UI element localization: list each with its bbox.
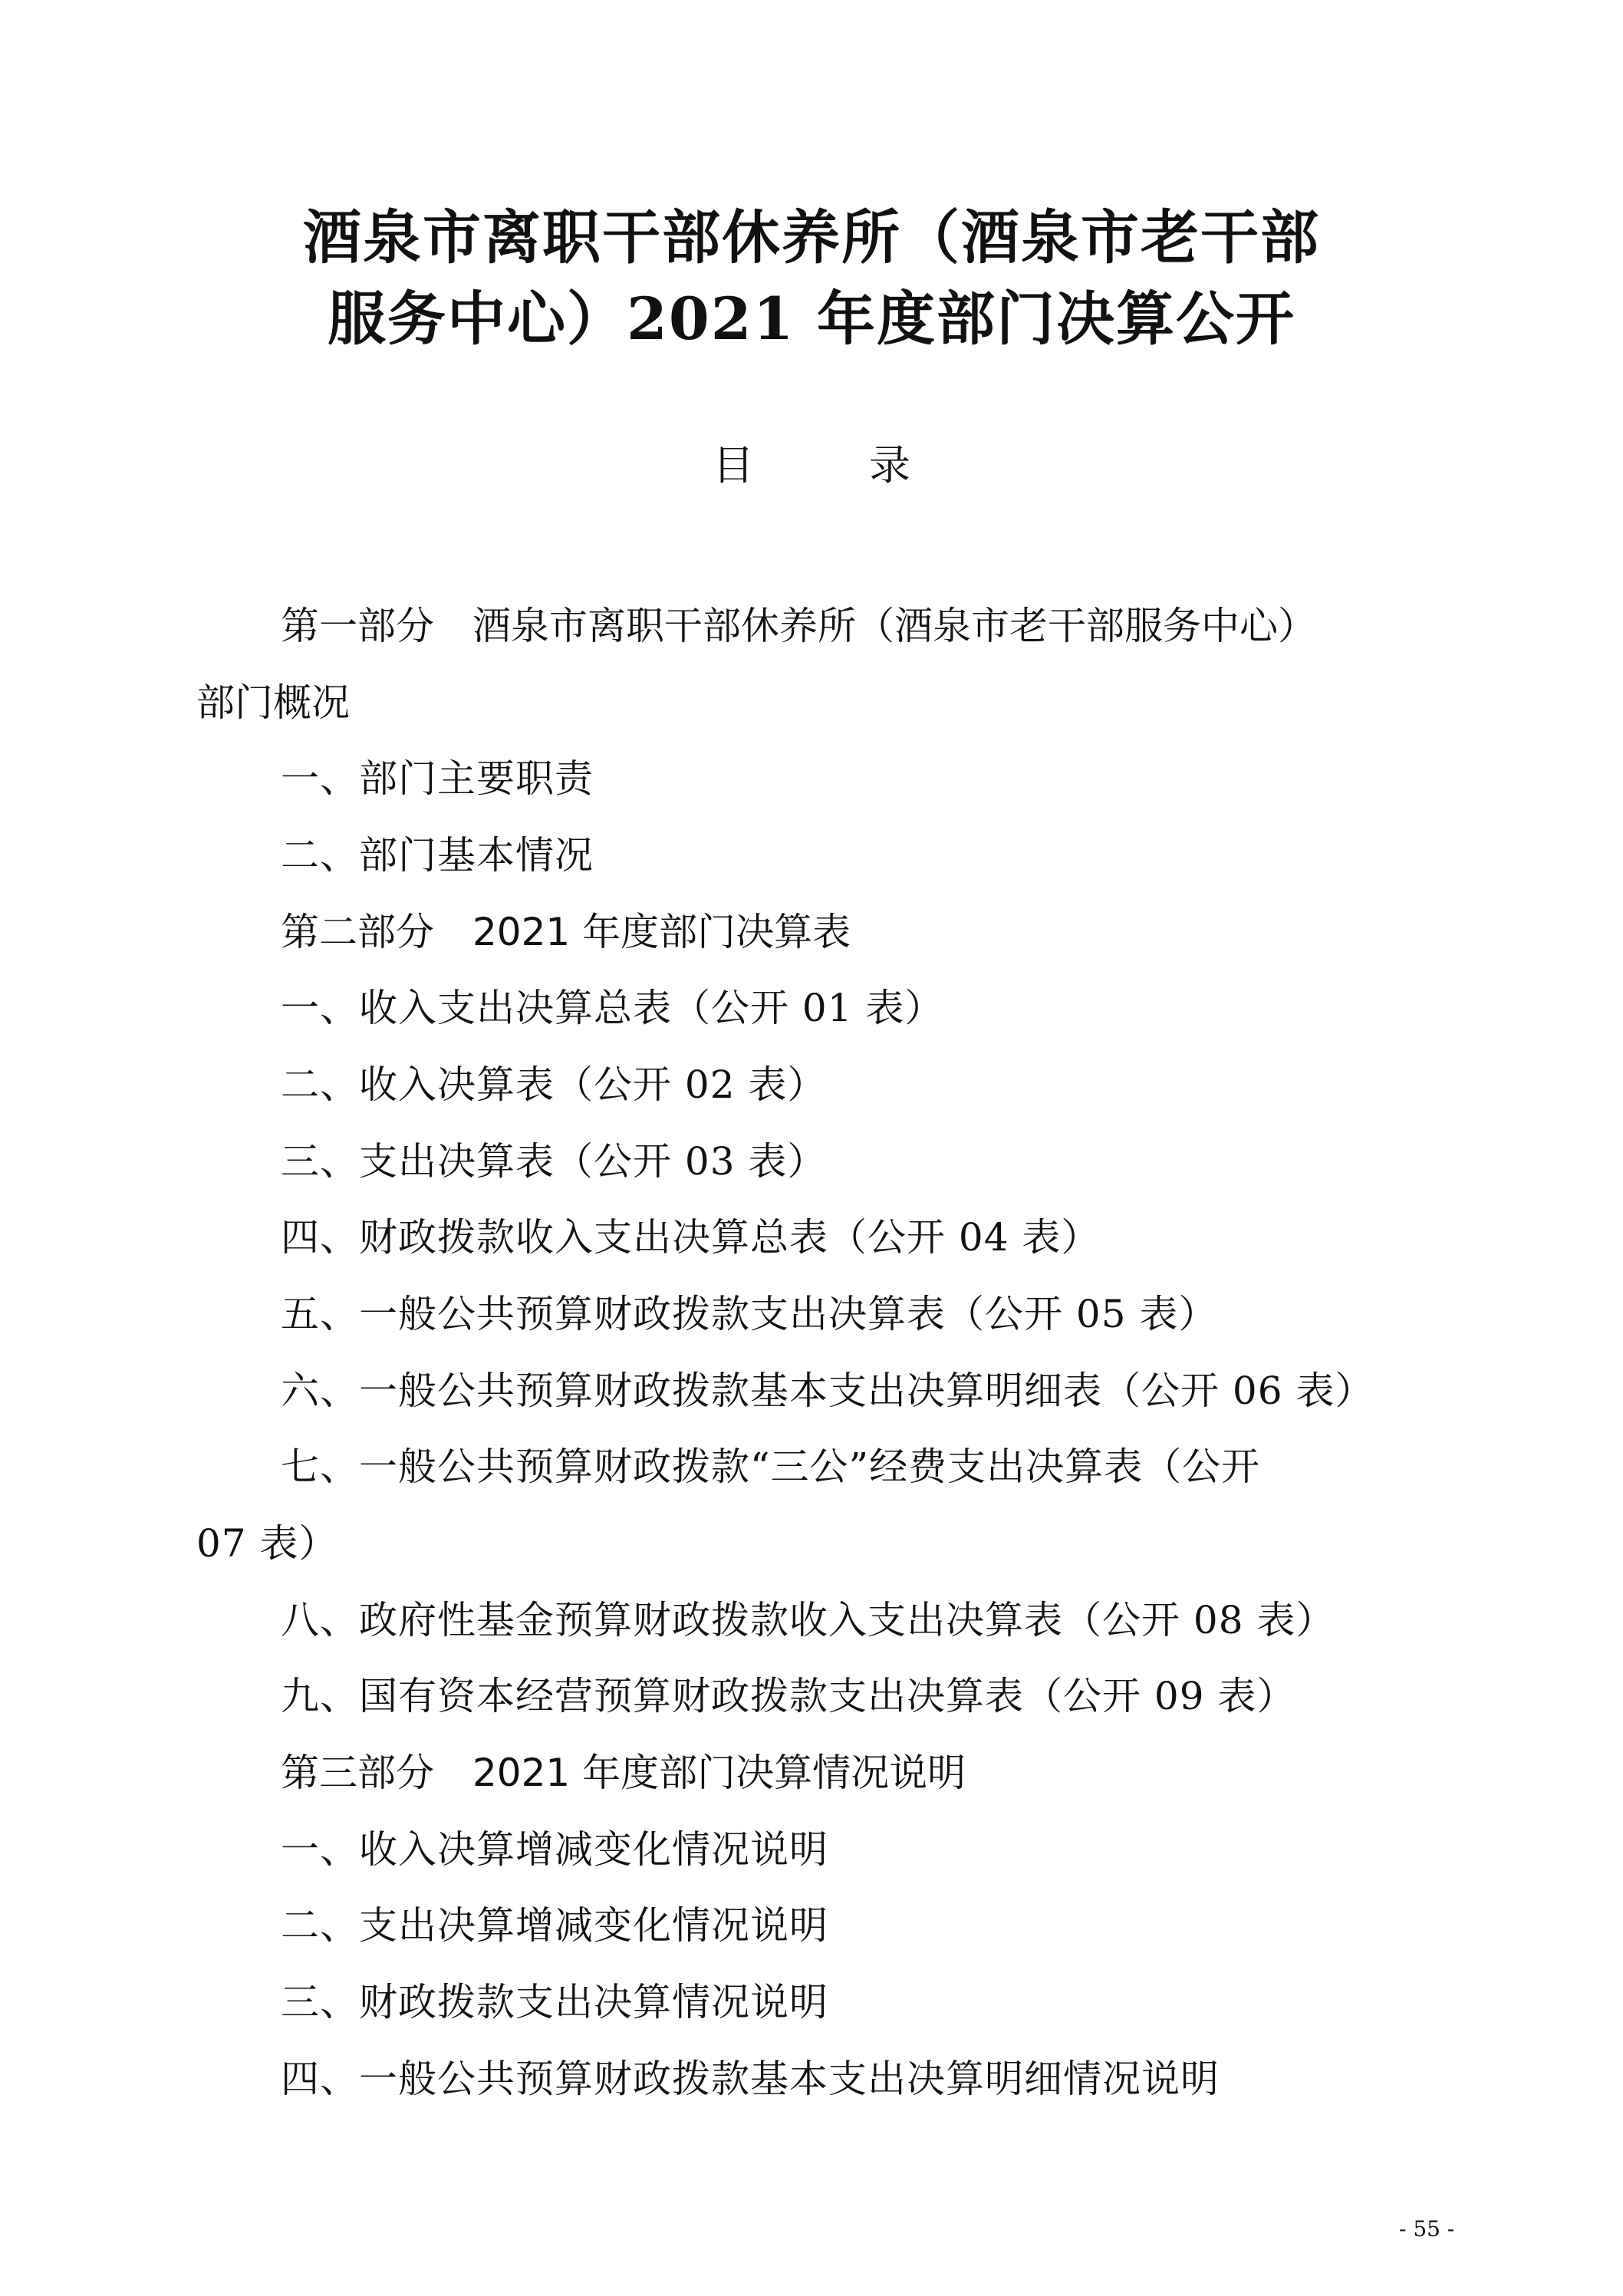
toc-item-continuation: 07 表） (196, 1521, 338, 1566)
toc-item: 三、支出决算表（公开 03 表） (281, 1139, 827, 1184)
toc-item: 五、一般公共预算财政拨款支出决算表（公开 05 表） (281, 1292, 1218, 1336)
toc-heading-char-1: 目 (713, 441, 754, 489)
toc-heading (0, 439, 1623, 492)
document-title-line-2: 服务中心）2021 年度部门决算公开 (328, 285, 1295, 353)
toc-item: 二、支出决算增减变化情况说明 (281, 1903, 828, 1948)
toc-item: 一、部门主要职责 (281, 756, 594, 801)
toc-item: 七、一般公共预算财政拨款“三公”经费支出决算表（公开 (281, 1444, 1261, 1489)
toc-item: 一、收入决算增减变化情况说明 (281, 1827, 828, 1872)
toc-item: 二、部门基本情况 (281, 833, 594, 878)
toc-item: 四、财政拨款收入支出决算总表（公开 04 表） (281, 1215, 1101, 1260)
toc-item: 三、财政拨款支出决算情况说明 (281, 1980, 828, 2024)
toc-part-2: 第二部分 2021 年度部门决算表 (281, 910, 851, 954)
toc-part-1: 第一部分 酒泉市离职干部休养所（酒泉市老干部服务中心） (281, 604, 1316, 648)
toc-heading-char-2: 录 (869, 441, 910, 489)
page-number: - 55 - (1399, 2216, 1455, 2242)
toc-item: 八、政府性基金预算财政拨款收入支出决算表（公开 08 表） (281, 1598, 1335, 1642)
toc-item: 二、收入决算表（公开 02 表） (281, 1062, 827, 1107)
toc-item: 四、一般公共预算财政拨款基本支出决算明细情况说明 (281, 2057, 1220, 2101)
toc-item: 六、一般公共预算财政拨款基本支出决算明细表（公开 06 表） (281, 1369, 1374, 1413)
toc-part-1-continuation: 部门概况 (196, 680, 350, 725)
toc-item: 九、国有资本经营预算财政拨款支出决算表（公开 09 表） (281, 1674, 1296, 1718)
toc-part-3: 第三部分 2021 年度部门决算情况说明 (281, 1751, 966, 1795)
document-title-line-1: 酒泉市离职干部休养所（酒泉市老干部 (303, 203, 1320, 272)
toc-item: 一、收入支出决算总表（公开 01 表） (281, 986, 944, 1030)
